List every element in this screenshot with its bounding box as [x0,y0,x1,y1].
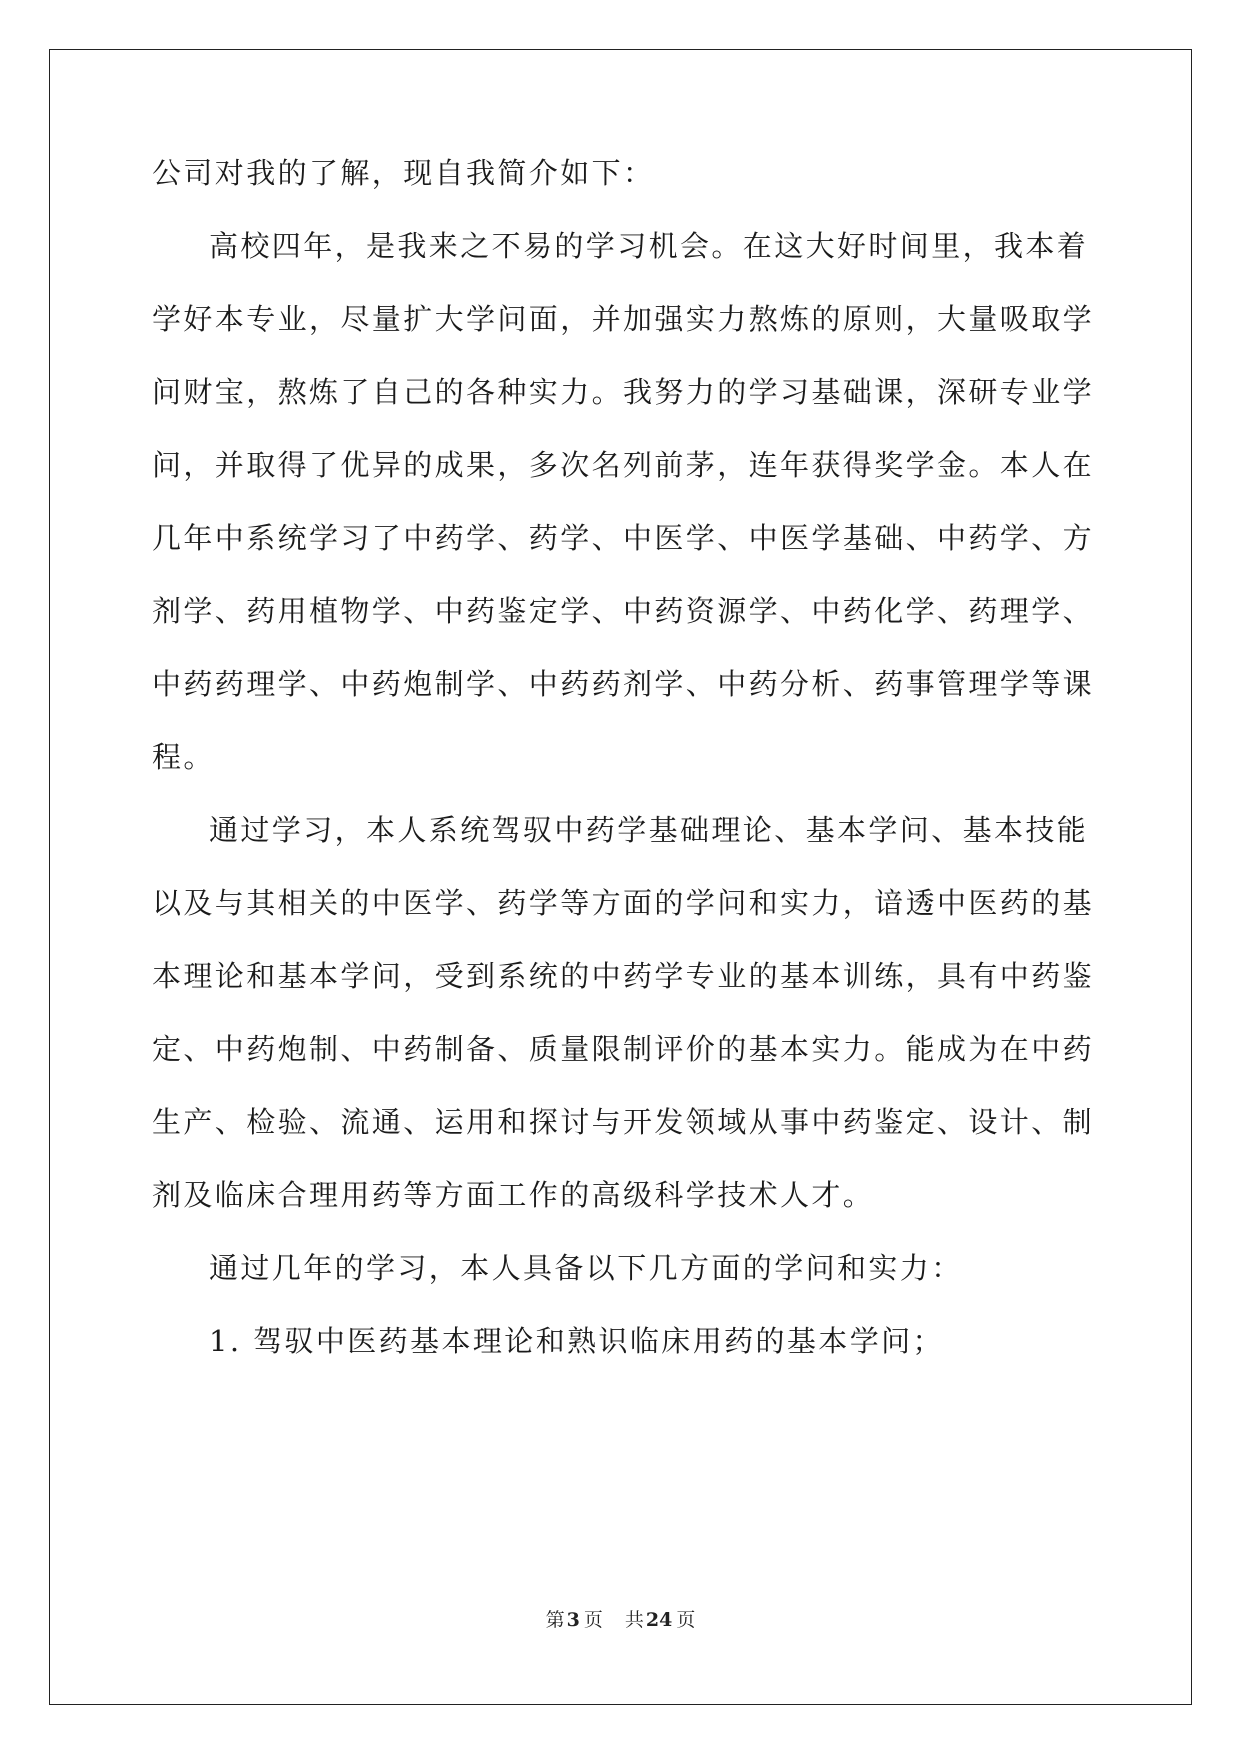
page-suffix: 页 [583,1609,603,1631]
text-line: 程。 [152,740,215,774]
text-line: 几年中系统学习了中药学、药学、中医学、中医学基础、中药学、方 [152,521,1095,555]
page-number: 3 [566,1609,580,1631]
text-line: 剂及临床合理用药等方面工作的高级科学技术人才。 [152,1178,875,1212]
text-line: 剂学、药用植物学、中药鉴定学、中药资源学、中药化学、药理学、 [152,594,1095,628]
text-line: 学好本专业，尽量扩大学问面，并加强实力熬炼的原则，大量吸取学 [152,302,1095,336]
text-line: 生产、检验、流通、运用和探讨与开发领域从事中药鉴定、设计、制 [152,1105,1095,1139]
text-line: 定、中药炮制、中药制备、质量限制评价的基本实力。能成为在中药 [152,1032,1095,1066]
list-item: 1. 驾驭中医药基本理论和熟识临床用药的基本学问； [209,1324,944,1358]
total-pages: 24 [645,1609,673,1631]
paragraph-first-line: 高校四年，是我来之不易的学习机会。在这大好时间里，我本着 [209,229,1089,263]
page-footer [0,1608,1241,1632]
total-suffix: 页 [676,1609,696,1631]
total-prefix: 共 [624,1609,644,1631]
page-border [49,49,1192,1705]
text-line: 问财宝，熬炼了自己的各种实力。我努力的学习基础课，深研专业学 [152,375,1095,409]
page-prefix: 第 [545,1609,565,1631]
paragraph-first-line: 通过几年的学习，本人具备以下几方面的学问和实力： [209,1251,963,1285]
text-line: 公司对我的了解，现自我简介如下： [152,156,655,190]
paragraph-first-line: 通过学习，本人系统驾驭中药学基础理论、基本学问、基本技能 [209,813,1089,847]
text-line: 中药药理学、中药炮制学、中药药剂学、中药分析、药事管理学等课 [152,667,1095,701]
text-line: 问，并取得了优异的成果，多次名列前茅，连年获得奖学金。本人在 [152,448,1095,482]
text-line: 以及与其相关的中医学、药学等方面的学问和实力，谙透中医药的基 [152,886,1095,920]
text-line: 本理论和基本学问，受到系统的中药学专业的基本训练，具有中药鉴 [152,959,1095,993]
